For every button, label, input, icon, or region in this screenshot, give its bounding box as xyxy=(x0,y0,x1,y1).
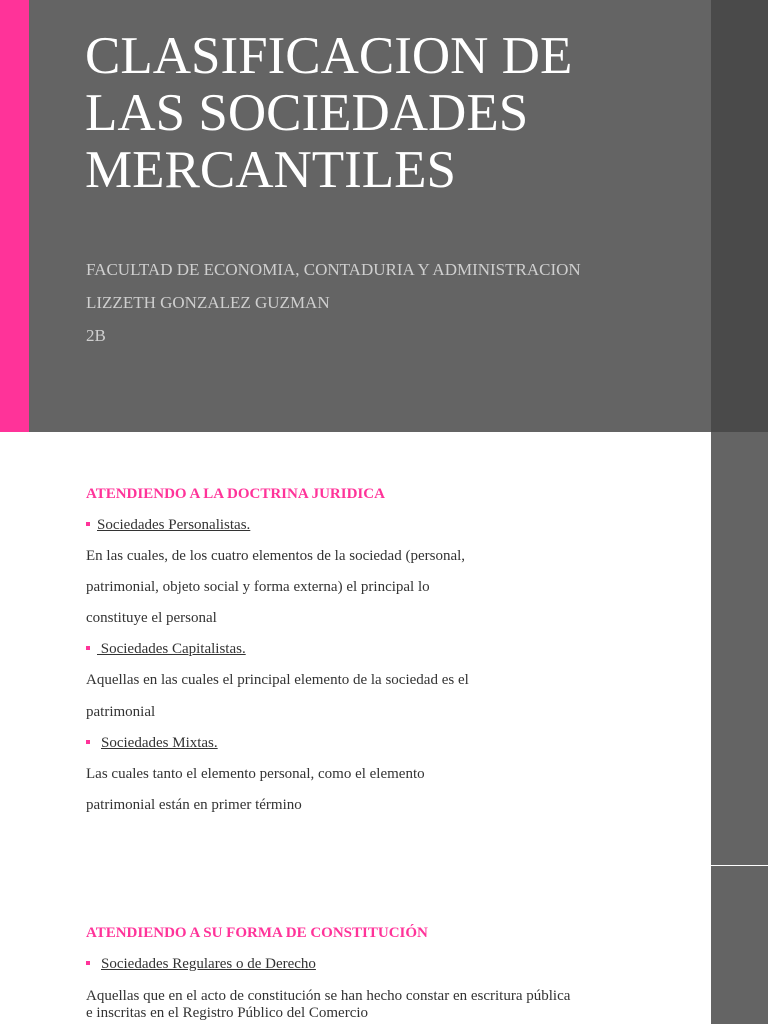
paragraph-line: Las cuales tanto el elemento personal, como el elemento xyxy=(86,766,425,782)
list-item xyxy=(86,640,246,658)
side-bar xyxy=(711,432,768,865)
list-item xyxy=(86,734,218,752)
section-heading: ATENDIENDO A SU FORMA DE CONSTITUCIÓN xyxy=(86,925,428,941)
paragraph-line: Aquellas que en el acto de constitución se han hecho constar en escritura pública xyxy=(86,988,571,1004)
list-item xyxy=(86,955,316,973)
section-heading: ATENDIENDO A LA DOCTRINA JURIDICA xyxy=(86,486,385,502)
content-slide xyxy=(0,432,768,1024)
bullet-icon xyxy=(86,646,90,650)
list-item xyxy=(86,516,250,534)
paragraph-line: constituye el personal xyxy=(86,610,217,626)
item-label: Sociedades Mixtas. xyxy=(101,735,218,751)
item-label: Sociedades Capitalistas. xyxy=(97,641,246,657)
bullet-icon xyxy=(86,961,90,965)
item-label: Sociedades Regulares o de Derecho xyxy=(101,956,316,972)
item-label: Sociedades Personalistas. xyxy=(97,517,251,533)
bullet-icon xyxy=(86,522,90,526)
title-line: CLASIFICACION DE xyxy=(85,27,573,85)
slide-title xyxy=(85,28,695,199)
paragraph-line: Aquellas en las cuales el principal elemento de la sociedad es el xyxy=(86,672,469,688)
side-bar xyxy=(711,866,768,1024)
paragraph-line: patrimonial están en primer término xyxy=(86,797,302,813)
title-line: MERCANTILES xyxy=(85,141,456,199)
paragraph-line: En las cuales, de los cuatro elementos de la sociedad (personal, xyxy=(86,548,466,564)
paragraph-line: e inscritas en el Registro Público del Comercio xyxy=(86,1005,369,1021)
paragraph-line: patrimonial, objeto social y forma externa) el principal lo xyxy=(86,579,430,595)
side-bar xyxy=(711,0,768,432)
group-label: 2B xyxy=(86,326,106,345)
bullet-icon xyxy=(86,740,90,744)
author-name: LIZZETH GONZALEZ GUZMAN xyxy=(86,293,330,312)
title-line: LAS SOCIEDADES xyxy=(85,84,529,142)
title-slide xyxy=(0,0,768,432)
paragraph-line: patrimonial xyxy=(86,704,156,720)
faculty-name: FACULTAD DE ECONOMIA, CONTADURIA Y ADMINISTRACION xyxy=(86,260,581,279)
accent-stripe xyxy=(0,0,29,432)
